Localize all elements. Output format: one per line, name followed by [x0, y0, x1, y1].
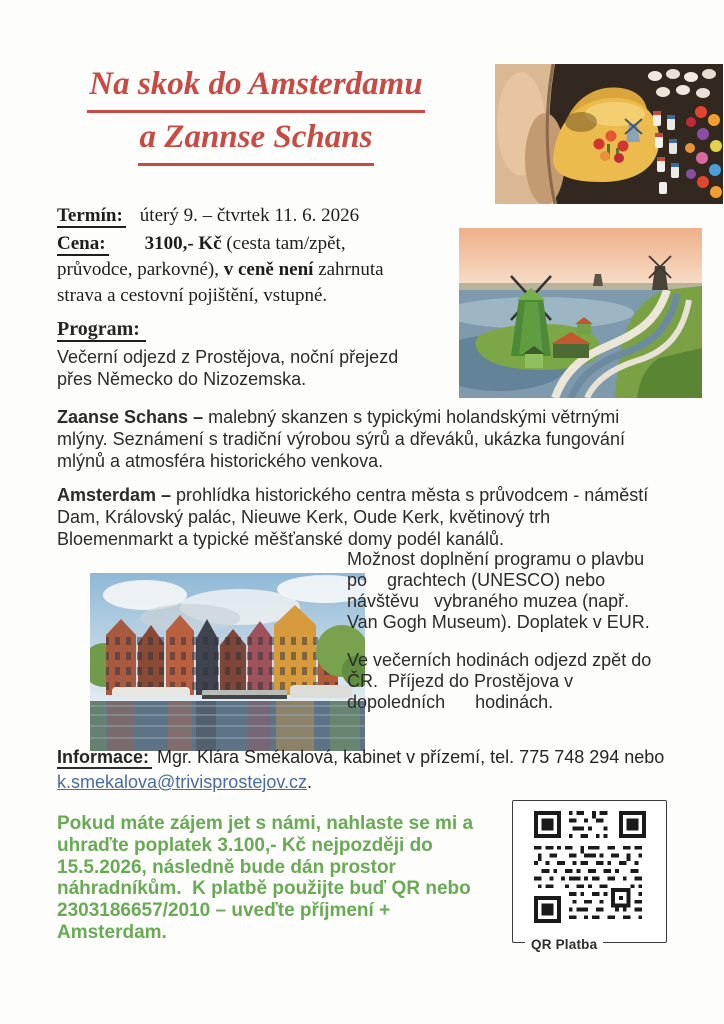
zaanse-lead: Zaanse Schans – — [57, 407, 204, 427]
price-includes: (cesta tam/zpět, — [221, 233, 346, 254]
page-title — [52, 60, 460, 166]
payment-line-2: uhraďte poplatek 3.100,- Kč nejpozději do — [57, 834, 433, 856]
amsterdam-line-3: Bloemenmarkt a typické měšťanské domy podél kanálů. — [57, 529, 504, 549]
clogs-photo-image — [495, 64, 723, 204]
cruise-line-1: Možnost doplnění programu o plavbu — [347, 549, 645, 569]
contact-paragraph — [57, 745, 697, 795]
payment-note — [57, 813, 527, 944]
qr-label: QR Platba — [525, 937, 603, 952]
payment-line-3: 15.5.2026, následně bude dán prostor — [57, 856, 396, 878]
contact-line-1: Mgr. Klára Smékalová, kabinet v přízemí, tel. 775 748 294 nebo — [152, 747, 665, 767]
zaanse-line-3: mlýnů a atmosféra historického venkova. — [57, 451, 384, 471]
qr-payment-box — [512, 800, 667, 952]
date-value: úterý 9. – čtvrtek 11. 6. 2026 — [139, 205, 360, 226]
email-link[interactable]: k.smekalova@trivisprostejov.cz — [57, 772, 308, 792]
payment-line-1: Pokud máte zájem jet s námi, nahlaste se mi a — [57, 813, 474, 834]
price-paragraph — [57, 231, 447, 309]
payment-line-5: 2303186657/2010 – uveďte příjmení + — [57, 900, 391, 922]
program-heading — [57, 318, 146, 341]
amsterdam-line-1: prohlídka historického centra města s průvodcem - náměstí — [171, 485, 649, 505]
return-line-2: ČR. Příjezd do Prostějova v — [347, 671, 574, 691]
price-not-included: v ceně není — [223, 259, 314, 280]
payment-line-6: Amsterdam. — [57, 921, 167, 943]
return-line-1: Ve večerních hodinách odjezd zpět do — [347, 650, 652, 670]
date-label: Termín: — [57, 205, 126, 228]
program-heading-label: Program: — [57, 318, 146, 342]
amsterdam-line-2: Dam, Královský palác, Nieuwe Kerk, Oude Kerk, květinový trh — [57, 507, 551, 527]
cruise-line-2: po grachtech (UNESCO) nebo — [347, 570, 606, 590]
price-line2-end: zahrnuta — [313, 259, 384, 280]
contact-period: . — [307, 772, 313, 792]
price-label: Cena: — [57, 233, 109, 256]
amsterdam-paragraph — [57, 484, 677, 550]
cruise-line-3: návštěvu vybraného muzea (např. — [347, 591, 630, 611]
zaanse-line-2: mlýny. Seznámení s tradiční výrobou sýrů a dřeváků, ukázka fungování — [57, 429, 625, 449]
zaanse-photo — [459, 228, 702, 398]
program-line-1: Večerní odjezd z Prostějova, noční přejezd — [57, 347, 399, 367]
return-paragraph — [347, 650, 697, 713]
cruise-option-paragraph — [347, 549, 697, 633]
zaanse-photo-image — [459, 228, 702, 398]
contact-label: Informace: — [57, 747, 152, 769]
zaanse-line-1: malebný skanzen s typickými holandskými větrnými — [203, 407, 620, 427]
title-line-1: Na skok do Amsterdamu — [87, 60, 424, 113]
clogs-photo — [495, 64, 723, 204]
qr-code-image — [531, 811, 649, 923]
program-body — [57, 346, 477, 390]
amsterdam-photo-image — [90, 573, 365, 751]
payment-line-4: náhradníkům. K platbě použijte buď QR nebo — [57, 878, 471, 900]
price-line3: strava a cestovní pojištění, vstupné. — [57, 285, 328, 306]
zaanse-paragraph — [57, 406, 677, 472]
program-line-2: přes Německo do Nizozemska. — [57, 369, 307, 389]
title-line-2: a Zannse Schans — [138, 113, 375, 166]
price-line2: průvodce, parkovné), — [57, 259, 224, 280]
return-line-3: dopoledních hodinách. — [347, 692, 554, 712]
date-line — [57, 205, 359, 227]
cruise-line-4: Van Gogh Museum). Doplatek v EUR. — [347, 612, 650, 632]
price-value: 3100,- Kč — [144, 233, 222, 254]
amsterdam-lead: Amsterdam – — [57, 485, 172, 505]
amsterdam-photo — [90, 573, 365, 751]
